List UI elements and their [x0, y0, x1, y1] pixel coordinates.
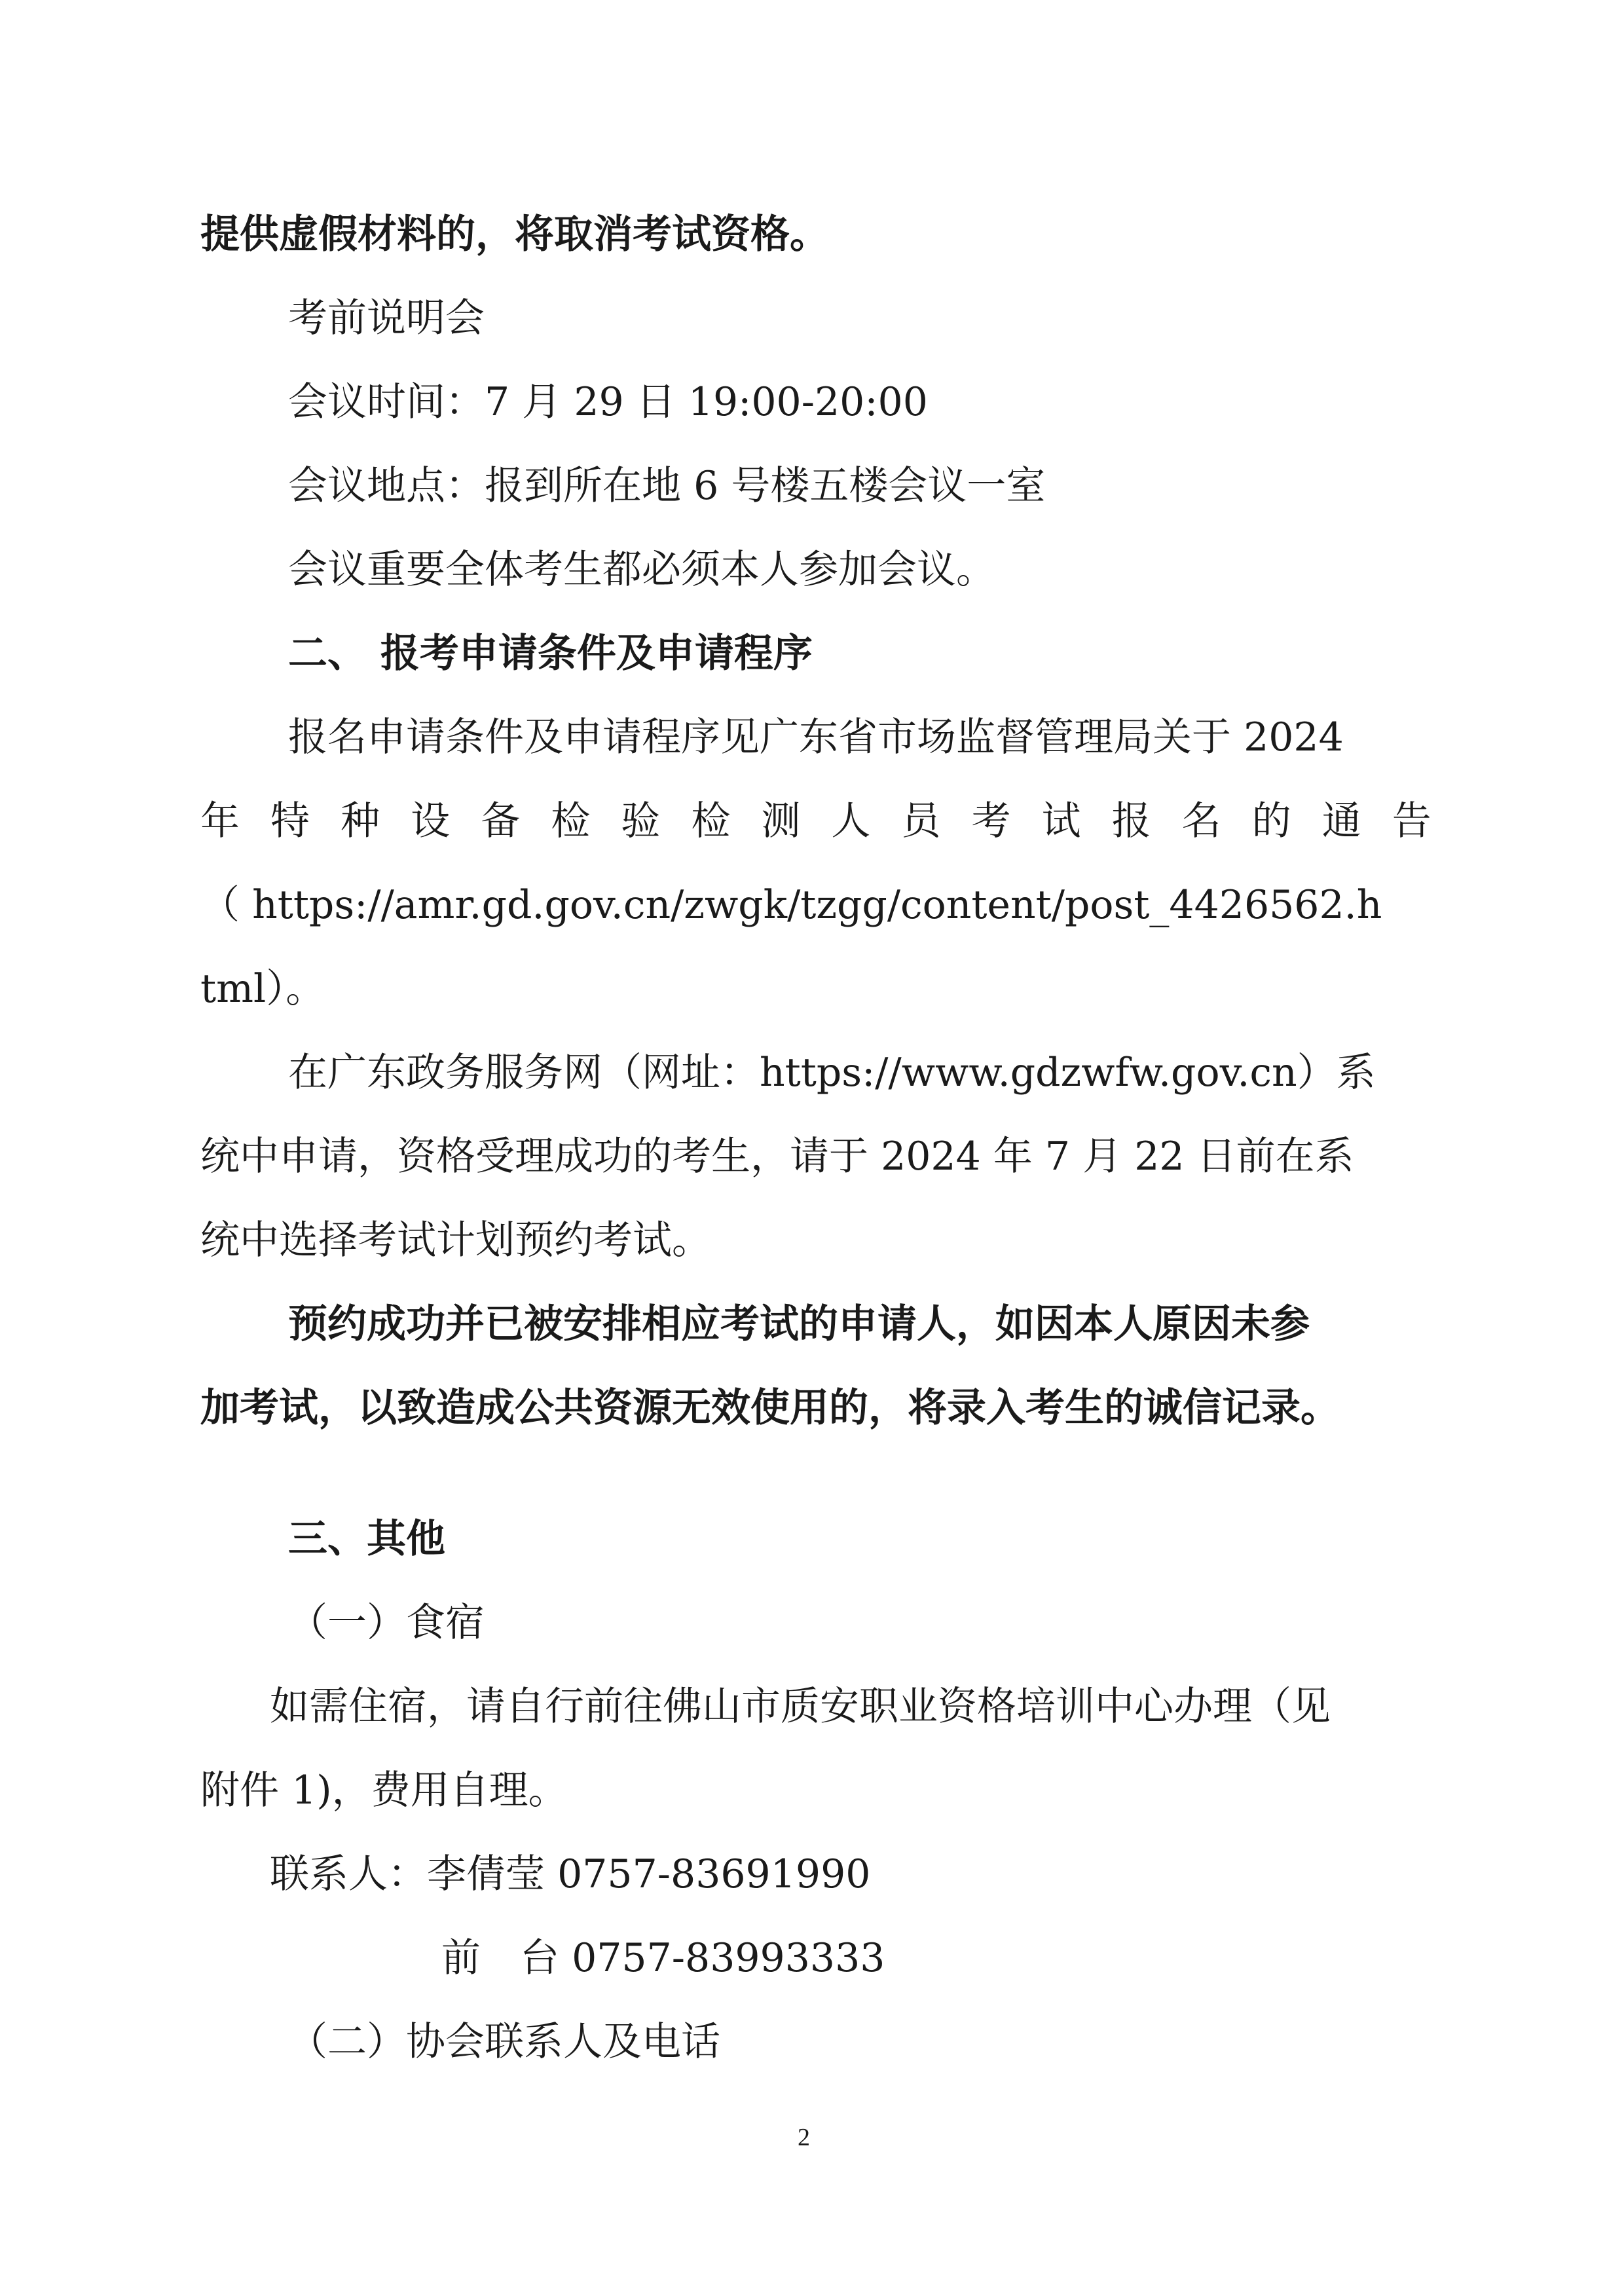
- meeting-time: 会议时间：7 月 29 日 19:00-20:00: [288, 379, 928, 425]
- meeting-note: 会议重要全体考生都必须本人参加会议。: [288, 547, 995, 593]
- spaced-char: 设: [411, 798, 451, 844]
- spaced-char: 种: [341, 798, 380, 844]
- section-2-paragraph-2-line-3: 统中选择考试计划预约考试。: [200, 1217, 711, 1263]
- spaced-char: 特: [270, 798, 310, 844]
- spaced-char: 检: [691, 798, 731, 844]
- section-2-paragraph-2-line-2: 统中申请，资格受理成功的考生，请于 2024 年 7 月 22 日前在系: [200, 1134, 1354, 1179]
- spaced-char: 备: [481, 798, 521, 844]
- spaced-char: 告: [1392, 798, 1431, 844]
- subsection-2-heading: （二）协会联系人及电话: [288, 2019, 720, 2065]
- section-2-paragraph-3-line-2: 加考试，以致造成公共资源无效使用的，将录入考生的诚信记录。: [200, 1385, 1340, 1431]
- spaced-char: 测: [761, 798, 801, 844]
- spaced-char: 年: [200, 798, 240, 844]
- spaced-char: 考: [971, 798, 1011, 844]
- section-2-paragraph-1-line-3: （ https://amr.gd.gov.cn/zwgk/tzgg/content/post_4426562.h: [200, 882, 1382, 928]
- spaced-char: 通: [1321, 798, 1361, 844]
- spaced-char: 员: [901, 798, 941, 844]
- section-2-heading: 二、 报考申请条件及申请程序: [288, 631, 813, 676]
- lodging-line-2: 附件 1)，费用自理。: [200, 1768, 568, 1813]
- section-2-paragraph-1-line-1: 报名申请条件及申请程序见广东省市场监督管理局关于 2024: [288, 714, 1344, 760]
- spaced-char: 人: [831, 798, 871, 844]
- meeting-place: 会议地点：报到所在地 6 号楼五楼会议一室: [288, 463, 1046, 509]
- spaced-char: 验: [621, 798, 661, 844]
- briefing-title: 考前说明会: [288, 295, 485, 341]
- contact-line-1: 联系人：李倩莹 0757-83691990: [270, 1851, 871, 1897]
- false-material-notice: 提供虚假材料的，将取消考试资格。: [200, 212, 829, 257]
- page-number: 2: [798, 2124, 810, 2151]
- spaced-char: 报: [1111, 798, 1151, 844]
- section-2-paragraph-1-line-2: [200, 795, 1431, 847]
- spaced-char: 名: [1181, 798, 1221, 844]
- spaced-char: 检: [551, 798, 591, 844]
- subsection-1-heading: （一）食宿: [288, 1600, 485, 1646]
- contact-line-2: 前 台 0757-83993333: [441, 1935, 885, 1981]
- lodging-line-1: 如需住宿，请自行前往佛山市质安职业资格培训中心办理（见: [270, 1684, 1331, 1730]
- section-2-paragraph-2-line-1: 在广东政务服务网（网址：https://www.gdzwfw.gov.cn）系: [288, 1050, 1376, 1096]
- section-2-paragraph-3-line-1: 预约成功并已被安排相应考试的申请人，如因本人原因未参: [288, 1301, 1310, 1347]
- section-3-heading: 三、其他: [288, 1516, 445, 1562]
- spaced-char: 的: [1251, 798, 1291, 844]
- spaced-char: 试: [1041, 798, 1081, 844]
- section-2-paragraph-1-line-4: tml）。: [200, 966, 325, 1012]
